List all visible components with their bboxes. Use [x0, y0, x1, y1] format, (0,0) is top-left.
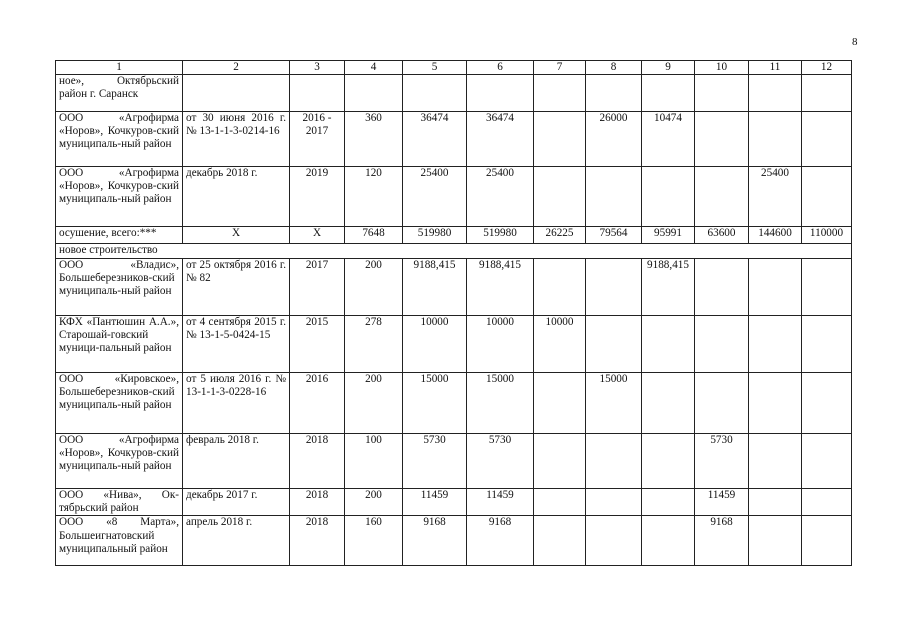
value-cell: 2018 [290, 434, 345, 489]
value-cell: 15000 [403, 373, 467, 434]
document-date-cell: от 30 июня 2016 г. № 13-1-1-3-0214-16 [183, 112, 290, 167]
value-cell [534, 516, 586, 566]
value-cell [749, 316, 802, 373]
value-cell: 360 [345, 112, 403, 167]
organization-cell: ООО «Агрофирма «Норов», Кочкуров-ский муниципаль-ный район [56, 112, 183, 167]
organization-cell: ООО «Нива», Ок-тябрьский район [56, 489, 183, 516]
value-cell: 2018 [290, 489, 345, 516]
column-number-header: 1 [56, 61, 183, 75]
value-cell: 9188,415 [467, 259, 534, 316]
organization-cell: ООО «Агрофирма «Норов», Кочкуров-ский муниципаль-ный район [56, 167, 183, 227]
value-cell [802, 112, 852, 167]
value-cell [345, 75, 403, 112]
value-cell: X [290, 227, 345, 244]
value-cell: 2019 [290, 167, 345, 227]
value-cell: 25400 [467, 167, 534, 227]
value-cell [802, 434, 852, 489]
value-cell [586, 167, 642, 227]
document-date-cell: от 4 сентября 2015 г. № 13-1-5-0424-15 [183, 316, 290, 373]
value-cell: 110000 [802, 227, 852, 244]
value-cell: 200 [345, 489, 403, 516]
table-row [56, 167, 852, 227]
column-number-header: 2 [183, 61, 290, 75]
value-cell [534, 434, 586, 489]
value-cell: 9168 [467, 516, 534, 566]
value-cell: 79564 [586, 227, 642, 244]
section-row [56, 244, 852, 259]
value-cell [802, 516, 852, 566]
value-cell: 144600 [749, 227, 802, 244]
value-cell: 7648 [345, 227, 403, 244]
value-cell: 5730 [403, 434, 467, 489]
value-cell: 100 [345, 434, 403, 489]
value-cell [642, 434, 695, 489]
value-cell: 519980 [467, 227, 534, 244]
value-cell: 9188,415 [403, 259, 467, 316]
value-cell [749, 75, 802, 112]
value-cell: 5730 [467, 434, 534, 489]
column-number-header: 4 [345, 61, 403, 75]
value-cell: 278 [345, 316, 403, 373]
value-cell [586, 434, 642, 489]
value-cell [467, 75, 534, 112]
value-cell: 2016 [290, 373, 345, 434]
value-cell [534, 259, 586, 316]
value-cell [534, 489, 586, 516]
column-number-header: 5 [403, 61, 467, 75]
value-cell [586, 489, 642, 516]
value-cell [642, 489, 695, 516]
column-number-header: 8 [586, 61, 642, 75]
value-cell: 200 [345, 259, 403, 316]
value-cell: 36474 [467, 112, 534, 167]
value-cell [586, 75, 642, 112]
document-date-cell: декабрь 2017 г. [183, 489, 290, 516]
table-row [56, 112, 852, 167]
value-cell: 2018 [290, 516, 345, 566]
value-cell [642, 75, 695, 112]
organization-cell: КФХ «Пантюшин А.А.», Старошай-говский муници-пальный район [56, 316, 183, 373]
value-cell: 10000 [403, 316, 467, 373]
document-date-cell: от 5 июля 2016 г. № 13-1-1-3-0228-16 [183, 373, 290, 434]
value-cell: 160 [345, 516, 403, 566]
table-row [56, 434, 852, 489]
value-cell: 10000 [467, 316, 534, 373]
value-cell: 10000 [534, 316, 586, 373]
value-cell: 15000 [467, 373, 534, 434]
value-cell [534, 167, 586, 227]
value-cell: 9188,415 [642, 259, 695, 316]
value-cell: 26000 [586, 112, 642, 167]
column-number-header: 12 [802, 61, 852, 75]
value-cell [802, 75, 852, 112]
column-number-header: 11 [749, 61, 802, 75]
value-cell: 63600 [695, 227, 749, 244]
value-cell [695, 112, 749, 167]
value-cell: 25400 [403, 167, 467, 227]
value-cell [695, 167, 749, 227]
value-cell: 2015 [290, 316, 345, 373]
value-cell [534, 112, 586, 167]
value-cell: 2017 [290, 259, 345, 316]
value-cell: 200 [345, 373, 403, 434]
column-number-header: 10 [695, 61, 749, 75]
value-cell [749, 259, 802, 316]
section-title: новое строительство [56, 244, 852, 259]
value-cell [749, 434, 802, 489]
table-row [56, 316, 852, 373]
document-date-cell: от 25 октября 2016 г. № 82 [183, 259, 290, 316]
organization-cell: ООО «Владис», Большеберезников-ский муниципаль-ный район [56, 259, 183, 316]
table-row [56, 227, 852, 244]
table-row [56, 373, 852, 434]
column-number-header: 7 [534, 61, 586, 75]
value-cell: 10474 [642, 112, 695, 167]
value-cell: 2016 - 2017 [290, 112, 345, 167]
value-cell: 25400 [749, 167, 802, 227]
value-cell [534, 75, 586, 112]
value-cell: 36474 [403, 112, 467, 167]
document-date-cell: февраль 2018 г. [183, 434, 290, 489]
table-row [56, 489, 852, 516]
value-cell: 11459 [467, 489, 534, 516]
value-cell [642, 167, 695, 227]
value-cell: 26225 [534, 227, 586, 244]
organization-cell: ООО «Кировское», Большеберезников-ский муниципаль-ный район [56, 373, 183, 434]
document-date-cell [183, 75, 290, 112]
value-cell [802, 373, 852, 434]
value-cell [695, 259, 749, 316]
value-cell [749, 516, 802, 566]
value-cell: 95991 [642, 227, 695, 244]
value-cell: 11459 [403, 489, 467, 516]
organization-cell: ное», Октябрьский район г. Саранск [56, 75, 183, 112]
data-table [55, 60, 852, 566]
value-cell [695, 373, 749, 434]
value-cell [749, 489, 802, 516]
table-row [56, 75, 852, 112]
value-cell: 519980 [403, 227, 467, 244]
header-row [56, 61, 852, 75]
organization-cell: ООО «Агрофирма «Норов», Кочкуров-ский муниципаль-ный район [56, 434, 183, 489]
value-cell: 9168 [695, 516, 749, 566]
value-cell [802, 167, 852, 227]
value-cell: 15000 [586, 373, 642, 434]
value-cell [749, 373, 802, 434]
value-cell: 9168 [403, 516, 467, 566]
value-cell [642, 316, 695, 373]
table-row [56, 259, 852, 316]
value-cell [290, 75, 345, 112]
organization-cell: осушение, всего:*** [56, 227, 183, 244]
table-row [56, 516, 852, 566]
value-cell [749, 112, 802, 167]
value-cell: 11459 [695, 489, 749, 516]
document-date-cell: декабрь 2018 г. [183, 167, 290, 227]
value-cell: 120 [345, 167, 403, 227]
value-cell [586, 316, 642, 373]
value-cell [695, 316, 749, 373]
value-cell [802, 259, 852, 316]
value-cell [642, 373, 695, 434]
value-cell [586, 516, 642, 566]
value-cell [695, 75, 749, 112]
value-cell [586, 259, 642, 316]
document-date-cell: X [183, 227, 290, 244]
value-cell [802, 489, 852, 516]
column-number-header: 9 [642, 61, 695, 75]
value-cell [534, 373, 586, 434]
value-cell [642, 516, 695, 566]
document-date-cell: апрель 2018 г. [183, 516, 290, 566]
value-cell: 5730 [695, 434, 749, 489]
column-number-header: 6 [467, 61, 534, 75]
organization-cell: ООО «8 Марта», Большеигнатовский муниципальный район [56, 516, 183, 566]
column-number-header: 3 [290, 61, 345, 75]
value-cell [802, 316, 852, 373]
value-cell [403, 75, 467, 112]
page-number: 8 [852, 36, 858, 48]
